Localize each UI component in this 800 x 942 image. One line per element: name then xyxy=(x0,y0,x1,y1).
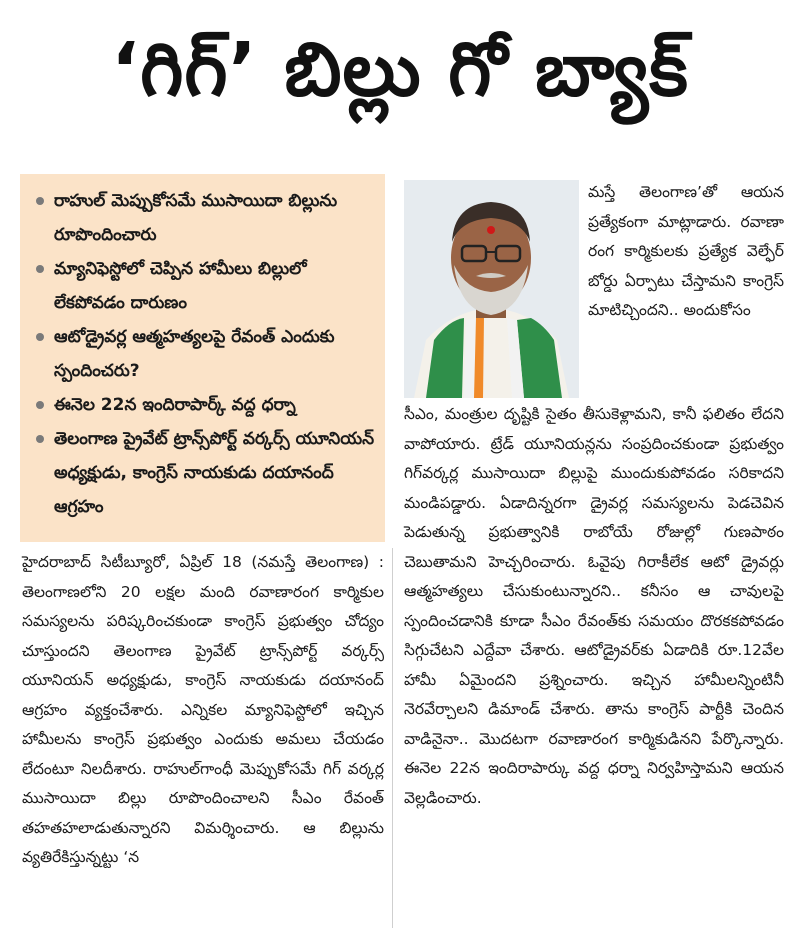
body-column-left xyxy=(22,548,384,873)
bullet-icon xyxy=(36,333,44,341)
highlights-list xyxy=(32,184,377,524)
highlights-box xyxy=(20,174,385,542)
body-paragraph: మస్తే తెలంగాణ’తో ఆయన ప్రత్యేకంగా మాట్లాడారు. రవాణా రంగ కార్మికులకు ప్రత్యేక వెల్ఫేర్ బోర్డు ఏర్పాటు చేస్తామని కాంగ్రెస్ మాటిచ్చిందని.. అందుకోసం xyxy=(588,183,784,319)
highlight-item: ఈనెల 22న ఇందిరాపార్క్ వద్ద ధర్నా xyxy=(32,388,377,422)
bullet-icon xyxy=(36,265,44,273)
highlight-item: ఆటోడ్రైవర్ల ఆత్మహత్యలపై రేవంత్ ఎందుకు స్పందించరు? xyxy=(32,320,377,388)
body-paragraph: సీఎం, మంత్రుల దృష్టికి సైతం తీసుకెళ్లామని, కానీ ఫలితం లేదని వాపోయారు. ట్రేడ్ యూనియన్లను సంప్రదించకుండా ప్రభుత్వం గిగ్‌వర్కర్ల ముసాయిదా బిల్లుపై ముందుకుపోవడం సరికాదని మండిపడ్డారు. ఏడాదిన్నరగా డ్రైవర్ల సమస్యలను పెడచెవిన పెడుతున్న ప్రభుత్వానికి రాబోయే రోజుల్లో గుణపాఠం చెబుతామని హెచ్చరించారు. ఓవైపు గిరాకీలేక ఆటో డ్రైవర్లు ఆత్మహత్యలు చేసుకుంటున్నారని.. కనీసం ఆ చావులపై స్పందించడానికి కూడా సీఎం రేవంత్‌కు సమయం దొరకకపోవడం సిగ్గుచేటని ఎద్దేవా చేశారు. ఆటోడ్రైవర్‌కు ఏడాదికి రూ.12వేల హామీ ఏమైందని ప్రశ్నించారు. ఇచ్చిన హామీలన్నింటినీ నెరవేర్చాలని డిమాండ్ చేశారు. తాను కాంగ్రెస్ పార్టీకి చెందిన వాడినైనా.. మొదటగా రవాణారంగ కార్మికుడినని పేర్కొన్నారు. ఈనెల 22న ఇందిరాపార్కు వద్ద ధర్నా నిర్వహిస్తామని ఆయన వెల్లడించారు. xyxy=(404,405,784,807)
bullet-icon xyxy=(36,401,44,409)
bullet-icon xyxy=(36,197,44,205)
body-paragraph: హైదరాబాద్ సిటీబ్యూరో, ఏప్రిల్ 18 (నమస్తే తెలంగాణ) : తెలంగాణలోని 20 లక్షల మంది రవాణారంగ కార్మికుల సమస్యలను పరిష్కరించకుండా కాంగ్రెస్ ప్రభుత్వం చోద్యం చూస్తుందని తెలంగాణ ప్రైవేట్ ట్రాన్స్‌పోర్ట్ వర్కర్స్ యూనియన్ అధ్యక్షుడు, కాంగ్రెస్ నాయకుడు దయానంద్ ఆగ్రహం వ్యక్తంచేశారు. ఎన్నికల మ్యానిఫెస్టోలో ఇచ్చిన హామీలను కాంగ్రెస్ ప్రభుత్వం ఎందుకు అమలు చేయడం లేదంటూ నిలదీశారు. రాహుల్‌గాంధీ మెప్పుకోసమే గిగ్ వర్కర్ల ముసాయిదా బిల్లు రూపొందించాలని సీఎం రేవంత్ తహతహలాడుతున్నారని విమర్శించారు. ఆ బిల్లును వ్యతిరేకిస్తున్నట్టు ‘న xyxy=(22,553,384,866)
body-column-right-bottom xyxy=(404,400,784,813)
highlight-item: తెలంగాణ ప్రైవేట్ ట్రాన్స్‌పోర్ట్ వర్కర్స్ యూనియన్ అధ్యక్షుడు, కాంగ్రెస్ నాయకుడు దయానంద్ ఆగ్రహం xyxy=(32,422,377,524)
bullet-icon xyxy=(36,435,44,443)
highlight-item: మ్యానిఫెస్టోలో చెప్పిన హామీలు బిల్లులో లేకపోవడం దారుణం xyxy=(32,252,377,320)
body-column-right-top xyxy=(588,178,784,326)
portrait-illustration xyxy=(404,180,579,398)
highlight-item: రాహుల్ మెప్పుకోసమే ముసాయిదా బిల్లును రూపొందించారు xyxy=(32,184,377,252)
column-divider xyxy=(392,548,393,928)
portrait-photo xyxy=(404,180,579,398)
headline: ‘గిగ్’ బిల్లు గో బ్యాక్ xyxy=(111,27,689,113)
